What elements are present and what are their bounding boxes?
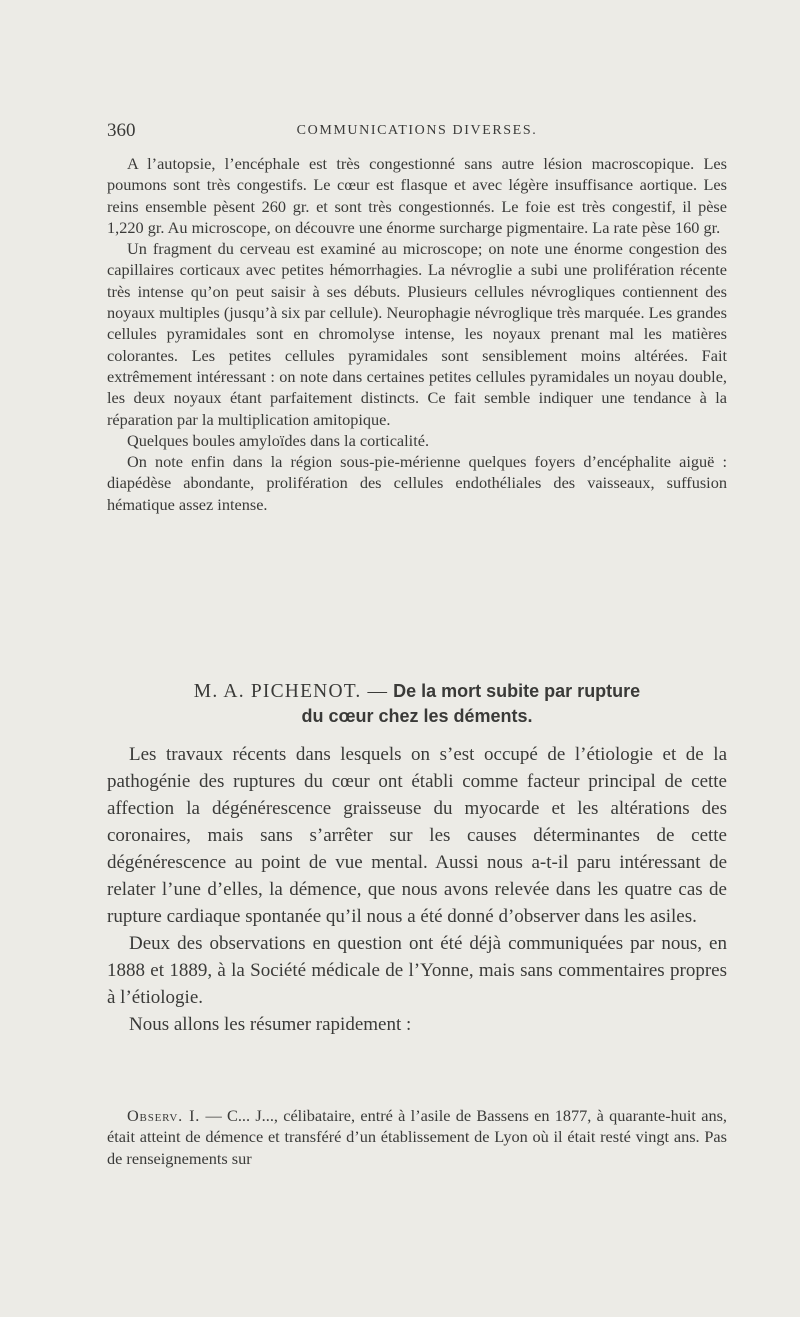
paragraph: On note enfin dans la région sous-pie-mérienne quelques foyers d’encéphalite aiguë : diapédèse abondante, prolifération des cellules endothéliales des vaisseaux, suffusion hématique assez intense. [107,452,727,514]
observation-label: Observ. I. [127,1106,201,1125]
title-line-1: De la mort subite par rupture [393,681,641,701]
observation-text: — C... J..., célibataire, entré à l’asile de Bassens en 1877, à quarante-huit ans, était atteint de démence et transféré d’un établissement de Lyon où il était resté vingt ans. Pas de renseignements sur [107,1106,727,1168]
paragraph: Nous allons les résumer rapidement : [129,1014,412,1035]
title-line-2: du cœur chez les déments. [301,706,533,726]
article-title [107,679,727,728]
paragraph: A l’autopsie, l’encéphale est très congestionné sans autre lésion macroscopique. Les poumons sont très congestifs. Le cœur est flasque et avec légère insuffisance aortique. Les reins ensemble pèsent 260 gr. et sont très congestionnés. Le foie est très congestif, il pèse 1,220 gr. Au microscope, on découvre une énorme surcharge pigmentaire. La rate pèse 160 gr. [107,154,727,237]
page-header [107,120,727,144]
observation-paragraph [107,1105,727,1169]
article-body [107,741,727,1038]
observation-section [107,1105,727,1169]
paragraph: Deux des observations en question ont été déjà communiquées par nous, en 1888 et 1889, à la Société médicale de l’Yonne, mais sans commentaires propres à l’étiologie. [107,933,727,1008]
paragraph: Quelques boules amyloïdes dans la corticalité. [127,430,430,450]
running-head: COMMUNICATIONS DIVERSES. [296,123,538,138]
paragraph: Les travaux récents dans lesquels on s’est occupé de l’étiologie et de la pathogénie des ruptures du cœur ont établi comme facteur principal de cette affection la dégénérescence graisseuse du myocarde et les altérations des coronaires, mais sans s’arrêter sur les causes déterminantes de cette dégénérescence au point de vue mental. Aussi nous a-t-il paru intéressant de relater l’une d’elles, la démence, que nous avons relevée dans les quatre cas de rupture cardiaque spontanée qu’il nous a été donné d’observer dans les asiles. [107,744,727,927]
article-author: M. A. PICHENOT. — [193,681,389,702]
autopsy-section [107,153,727,515]
paragraph: Un fragment du cerveau est examiné au microscope; on note une énorme congestion des capillaires corticaux avec petites hémorrhagies. La névroglie a subi une prolifération récente très intense qu’on peut saisir à ses débuts. Plusieurs cellules névrogliques contiennent des noyaux multiples (jusqu’à six par cellule). Neurophagie névroglique très marquée. Les grandes cellules pyramidales sont en chromolyse intense, les noyaux prenant mal les matières colorantes. Les petites cellules pyramidales sont sensiblement moins altérées. Fait extrêmement intéressant : on note dans certaines petites cellules pyramidales un noyau double, les deux noyaux étant parfaitement distincts. Ce fait semble indiquer une tendance à la réparation par la multiplication amitopique. [107,239,727,429]
page-number: 360 [107,120,136,141]
